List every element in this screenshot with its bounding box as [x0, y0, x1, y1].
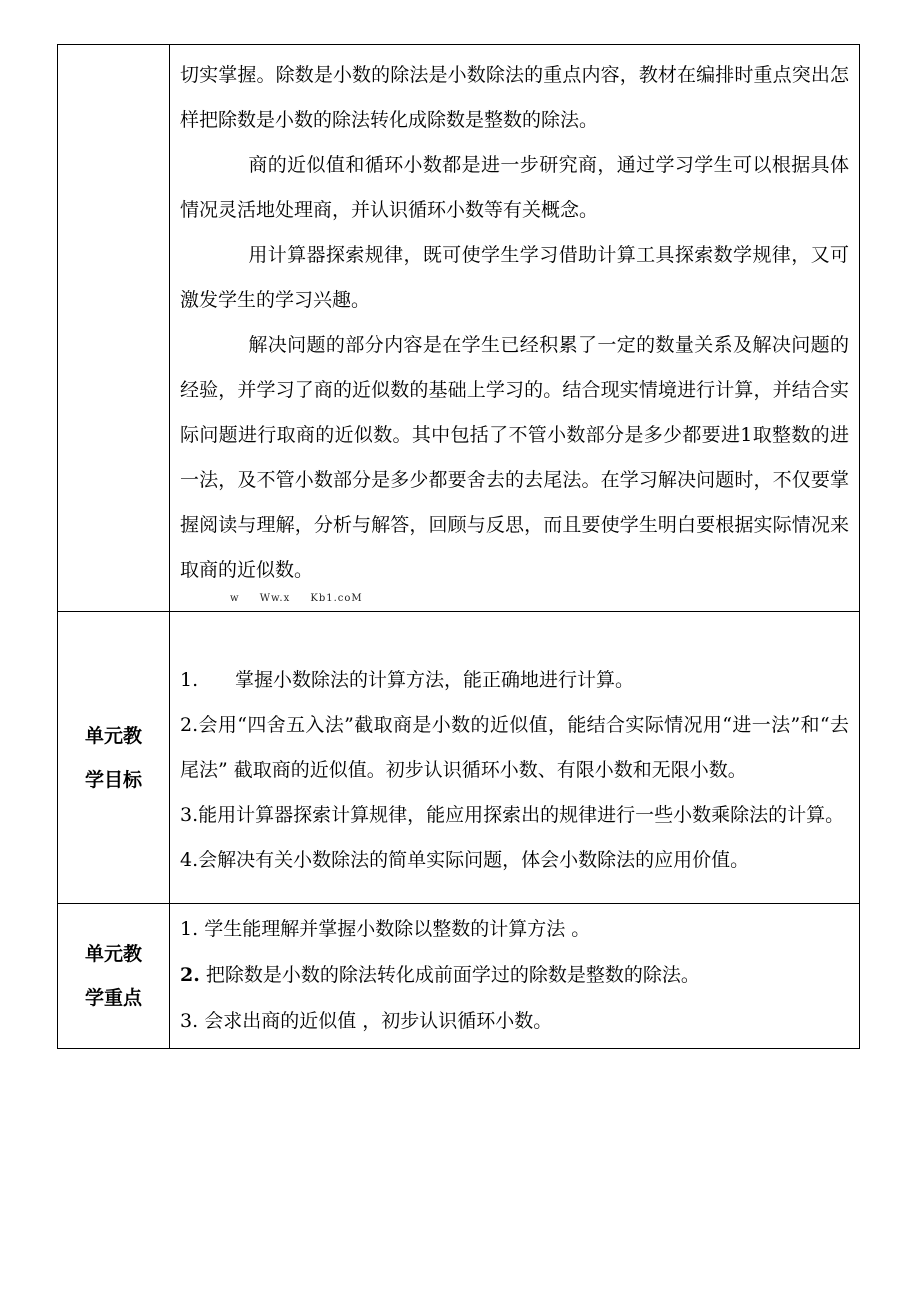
key-points-label-line: 单元教 [84, 943, 142, 965]
key-points-label [58, 904, 170, 1049]
analysis-paragraph: 切实掌握。除数是小数的除法是小数除法的重点内容，教材在编排时重点突出怎样把除数是小数的除法转化成除数是整数的除法。 [180, 64, 849, 131]
goal-item: 2.会用“四舍五入法”截取商是小数的近似值，能结合实际情况用“进一法”和“去尾法” 截取商的近似值。初步认识循环小数、有限小数和无限小数。 [180, 714, 849, 781]
key-point-item: 2. 把除数是小数的除法转化成前面学过的除数是整数的除法。 [180, 964, 700, 986]
analysis-paragraph: 解决问题的部分内容是在学生已经积累了一定的数量关系及解决问题的经验，并学习了商的近似数的基础上学习的。结合现实情境进行计算，并结合实际问题进行取商的近似数。其中包括了不管小数部分是多少都要进1取整数的进一法，及不管小数部分是多少都要舍去的去尾法。在学习解决问题时，不仅要掌握阅读与理解，分析与解答，回顾与反思，而且要使学生明白要根据实际情况来取商的近似数。 [180, 334, 849, 581]
analysis-content-cell [170, 45, 860, 612]
goals-label-line: 学目标 [84, 768, 142, 791]
goals-label [58, 612, 170, 904]
goal-item: 1. 掌握小数除法的计算方法，能正确地进行计算。 [180, 669, 635, 691]
analysis-paragraph: 商的近似值和循环小数都是进一步研究商，通过学习学生可以根据具体情况灵活地处理商，并认识循环小数等有关概念。 [180, 154, 849, 221]
goal-item: 4.会解决有关小数除法的简单实际问题，体会小数除法的应用价值。 [180, 849, 750, 871]
goal-item: 3.能用计算器探索计算规律，能应用探索出的规律进行一些小数乘除法的计算。 [180, 804, 845, 826]
goals-label-line: 单元教 [84, 724, 142, 747]
key-points-content-cell [170, 904, 860, 1049]
goals-content-cell [170, 612, 860, 904]
analysis-row [58, 45, 860, 612]
key-point-item: 1. 学生能理解并掌握小数除以整数的计算方法 。 [180, 918, 591, 940]
key-point-item: 3. 会求出商的近似值 ，初步认识循环小数。 [180, 1010, 553, 1032]
analysis-paragraph: 用计算器探索规律，既可使学生学习借助计算工具探索数学规律，又可激发学生的学习兴趣。 [180, 244, 849, 311]
key-points-row [58, 904, 860, 1049]
key-points-label-line: 学重点 [84, 987, 142, 1009]
analysis-label-cell [58, 45, 170, 612]
watermark-text: w Ww.x Kb1.coM [230, 593, 363, 604]
lesson-plan-table [57, 44, 860, 1049]
goals-row [58, 612, 860, 904]
